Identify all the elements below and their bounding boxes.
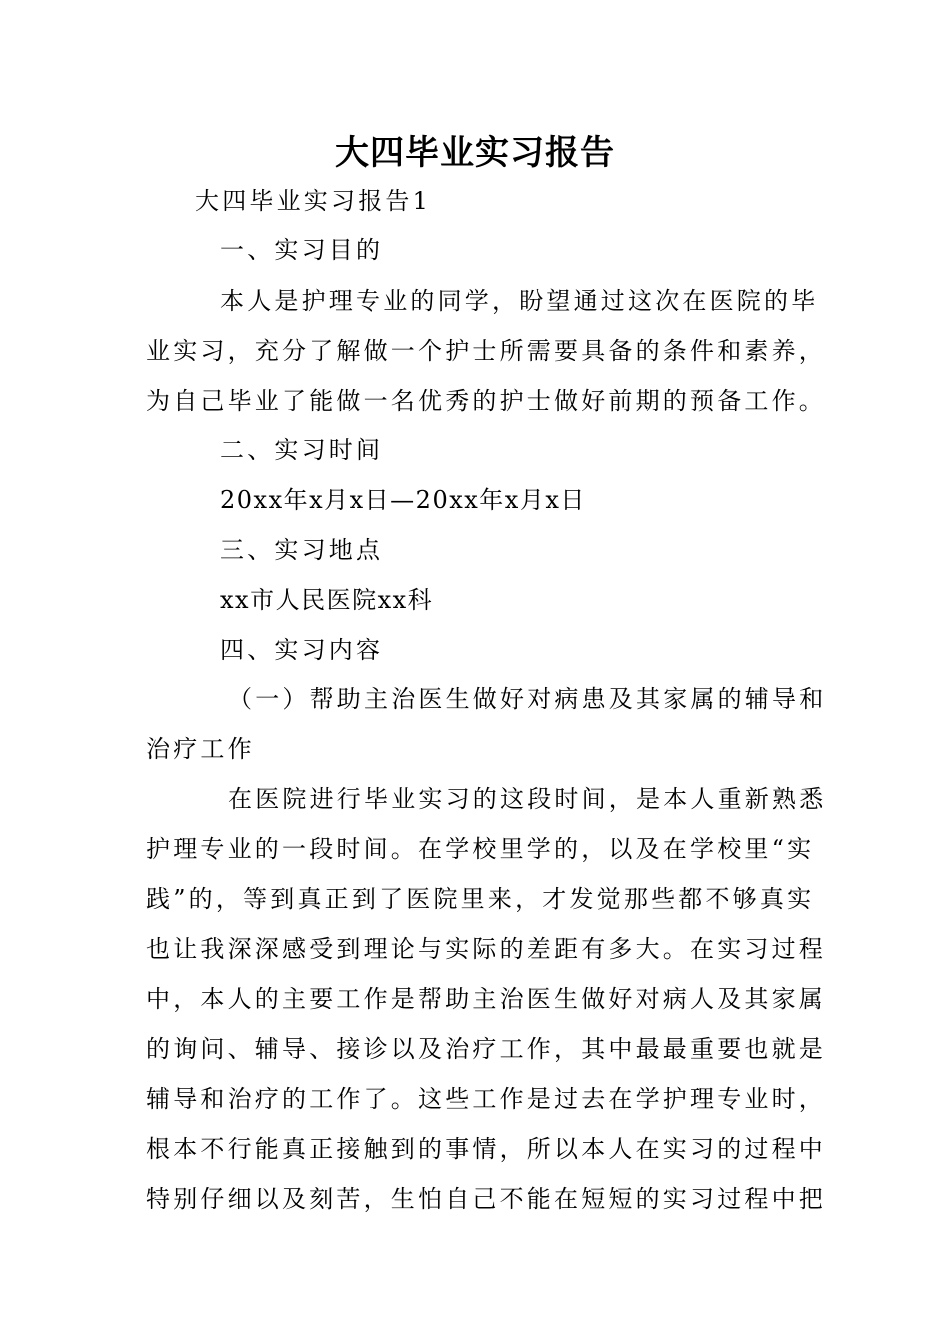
- section-heading-content: 四、实习内容: [220, 636, 384, 664]
- section-heading-purpose: 一、实习目的: [220, 236, 384, 264]
- section-content-paragraph: [146, 774, 827, 1224]
- paragraph-line: （一）帮助主治医生做好对病患及其家属的辅导和: [228, 685, 827, 713]
- paragraph-line: 在医院进行毕业实习的这段时间，是本人重新熟悉: [228, 785, 827, 813]
- paragraph-line: 辅导和治疗的工作了。这些工作是过去在学护理专业时，: [146, 1085, 826, 1113]
- document-title: 大四毕业实习报告: [335, 133, 615, 173]
- paragraph-line: 根本不行能真正接触到的事情，所以本人在实习的过程中: [146, 1135, 826, 1163]
- paragraph-line: 治疗工作: [146, 735, 255, 763]
- subsection-heading-assist: [146, 674, 827, 774]
- internship-date-range: 20xx年x月x日—20xx年x月x日: [220, 486, 586, 514]
- paragraph-line: 践”的，等到真正到了医院里来，才发觉那些都不够真实: [146, 885, 815, 913]
- internship-location: xx市人民医院xx科: [220, 586, 434, 614]
- section-heading-location: 三、实习地点: [220, 536, 384, 564]
- section-heading-time: 二、实习时间: [220, 436, 384, 464]
- paragraph-line: 为自己毕业了能做一名优秀的护士做好前期的预备工作。: [146, 387, 826, 415]
- paragraph-line: 业实习，充分了解做一个护士所需要具备的条件和素养，: [146, 337, 826, 365]
- paragraph-line: 中，本人的主要工作是帮助主治医生做好对病人及其家属: [146, 985, 826, 1013]
- paragraph-line: 本人是护理专业的同学，盼望通过这次在医院的毕: [220, 287, 819, 315]
- paragraph-line: 的询问、辅导、接诊以及治疗工作，其中最最重要也就是: [146, 1035, 826, 1063]
- paragraph-line: 特别仔细以及刻苦，生怕自己不能在短短的实习过程中把: [146, 1185, 826, 1213]
- paragraph-line: 护理专业的一段时间。在学校里学的，以及在学校里“实: [146, 835, 815, 863]
- section-purpose-paragraph: [146, 276, 826, 426]
- paragraph-line: 也让我深深感受到理论与实际的差距有多大。在实习过程: [146, 935, 826, 963]
- report-subtitle: 大四毕业实习报告1: [195, 187, 432, 215]
